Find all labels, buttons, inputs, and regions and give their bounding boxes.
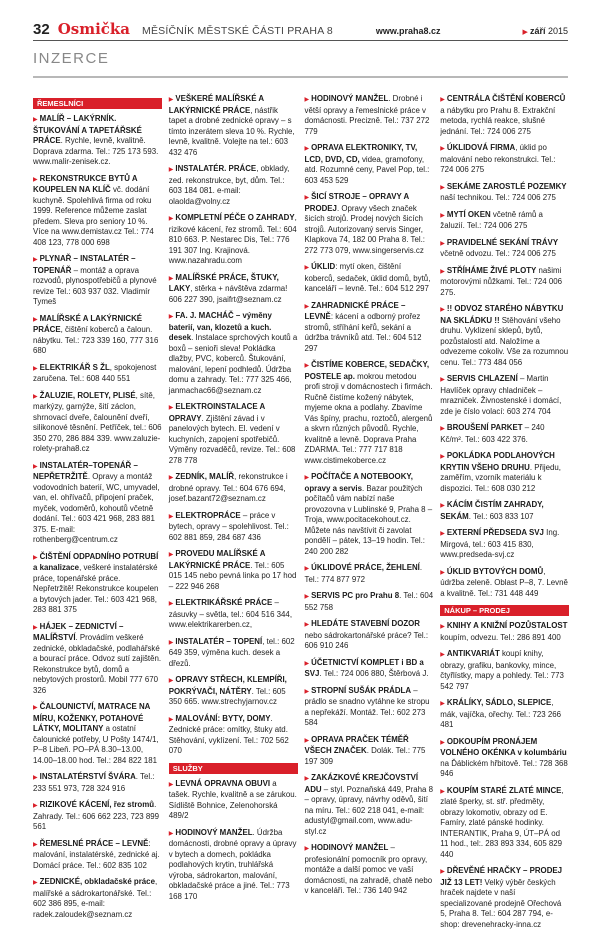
- ad-text: našimi motorovými nůžkami. Tel.: 724 006 275.: [440, 265, 563, 297]
- triangle-bullet-icon: ▶: [304, 363, 310, 369]
- ad-headline: PLYNAŘ – INSTALATÉR – TOPENÁŘ: [33, 254, 136, 275]
- classified-ad: [169, 311, 298, 396]
- ad-headline: SEKÁME ZAROSTLÉ POZEMKY: [446, 181, 567, 191]
- ad-text: . Opravy a montáž vodovodních baterií, WC, umyvadel, van, el. ohřívačů, připojení praček, myček, vodoměrů, kohoutů včetně dodání. Tel.: 603 421 968, 283 881 375. E-mail: rothenberg@centrum.cz: [33, 472, 160, 544]
- triangle-bullet-icon: ▶: [168, 216, 174, 222]
- ad-headline: HÁJEK – ZEDNICTVÍ – MALÍŘSTVÍ: [33, 621, 124, 642]
- triangle-bullet-icon: ▶: [168, 405, 174, 411]
- triangle-bullet-icon: ▶: [168, 830, 174, 837]
- ad-text: včetně odvozu. Tel.: 724 006 275: [440, 249, 556, 258]
- classified-ad: [440, 304, 569, 368]
- triangle-bullet-icon: ▶: [440, 569, 445, 576]
- classified-ad: [305, 192, 434, 256]
- ad-headline: HLEDÁTE STAVEBNÍ DOZOR: [311, 619, 420, 628]
- classified-ad: [305, 143, 434, 186]
- triangle-bullet-icon: ▶: [304, 146, 310, 152]
- classified-ad: [305, 735, 434, 768]
- ad-text: . Tel.: 724 006 880, Štěrbová J.: [319, 669, 429, 678]
- triangle-bullet-icon: ▶: [33, 365, 38, 372]
- ad-headline: REKONSTRUKCE BYTŮ A KOUPELEN NA KLÍČ: [33, 173, 138, 194]
- ad-text: a tašek. Rychle, kvalitně a se zárukou. Sídliště Bohnice, Zelenohorská 489/2: [168, 778, 297, 820]
- triangle-bullet-icon: ▶: [33, 117, 38, 123]
- triangle-bullet-icon: ▶: [440, 454, 445, 460]
- classified-ad: [33, 363, 162, 385]
- ad-headline: CENTRÁLA ČIŠTĚNÍ KOBERCŮ: [446, 94, 566, 103]
- issue-date: [523, 26, 568, 36]
- ad-text: Ing. Mirgová, tel.: 603 415 830, www.predseda-svj.cz: [440, 528, 560, 559]
- header-url[interactable]: www.praha8.cz: [375, 26, 441, 36]
- ad-text: , čištění koberců a čaloun. nábytku. Tel.: 723 339 160, 777 316 680: [33, 325, 159, 355]
- classified-ad: [33, 877, 162, 920]
- ad-headline: HODINOVÝ MANŽEL: [311, 843, 389, 852]
- ad-text: – montáž a oprava rozvodů, plynospotřebičů a plynové revize Tel.: 603 937 032. Vladimír Tymeš: [33, 265, 157, 306]
- classified-ad: [33, 391, 162, 455]
- classified-ad: [305, 262, 434, 295]
- classified-ad: [440, 737, 569, 780]
- triangle-bullet-icon: ▶: [522, 29, 528, 36]
- classified-ad: [305, 563, 434, 585]
- classified-ad: [305, 843, 434, 897]
- triangle-bullet-icon: ▶: [33, 705, 38, 711]
- ad-headline: HODINOVÝ MANŽEL: [311, 94, 389, 103]
- ad-headline: LEVNÁ OPRAVNA OBUVI: [175, 778, 271, 788]
- ad-text: – styl. Poznaňská 449, Praha 8 – opravy, úpravy, návrhy oděvů, šití na míru. Tel.: 602 218 041, e-mail: adustyl@gmail.com, www.adu-styl.cz: [304, 784, 434, 836]
- ad-headline: VEŠKERÉ MALÍŘSKÉ A LAKÝRNICKÉ PRÁCE: [168, 94, 264, 115]
- triangle-bullet-icon: ▶: [33, 463, 38, 470]
- triangle-bullet-icon: ▶: [168, 167, 174, 173]
- ad-headline: STROPNÍ SUŠÁK PRÁDLA: [311, 685, 412, 695]
- classified-ad: [33, 314, 162, 357]
- triangle-bullet-icon: ▶: [440, 788, 445, 795]
- triangle-bullet-icon: ▶: [168, 275, 174, 282]
- ad-headline: KOMPLETNÍ PÉČE O ZAHRADY: [175, 213, 295, 222]
- triangle-bullet-icon: ▶: [304, 475, 310, 481]
- classified-ad: [169, 164, 298, 207]
- classified-ad: [440, 143, 569, 176]
- classified-ad: [305, 301, 434, 355]
- classified-ad: [169, 779, 298, 822]
- ad-headline: POKLÁDKA PODLAHOVÝCH KRYTIN VŠEHO DRUHU: [440, 451, 555, 472]
- triangle-bullet-icon: ▶: [440, 184, 445, 191]
- triangle-bullet-icon: ▶: [168, 639, 174, 646]
- triangle-bullet-icon: ▶: [168, 314, 174, 320]
- triangle-bullet-icon: ▶: [168, 716, 174, 723]
- ad-headline: PROVEDU MALÍŘSKÉ A LAKÝRNICKÉ PRÁCE: [168, 549, 266, 570]
- classified-ad: [169, 828, 298, 903]
- ad-headline: RIZIKOVÉ KÁCENÍ, řez stromů: [39, 800, 155, 809]
- triangle-bullet-icon: ▶: [304, 566, 310, 572]
- ad-text: , údržba zeleně. Oblast P–8, 7. Levně a kvalitně. Tel.: 731 448 449: [440, 566, 568, 598]
- classified-ad: [440, 451, 569, 494]
- triangle-bullet-icon: ▶: [440, 240, 445, 247]
- ad-headline: ÚKLIDOVÁ FIRMA: [446, 143, 516, 152]
- ad-headline: SERVIS PC pro Prahu 8: [311, 591, 400, 600]
- ad-headline: ČALOUNICTVÍ, MATRACE NA MÍRU, KOŽENKY, POTAHOVÉ LÁTKY, MOLITANY: [33, 702, 151, 733]
- classified-ad: [33, 839, 162, 872]
- triangle-bullet-icon: ▶: [33, 393, 38, 400]
- ad-text: . Dolák. Tel.: 775 197 309: [304, 746, 426, 766]
- ad-text: nebo sádrokartonářské práce? Tel.: 606 910 246: [304, 630, 429, 650]
- ad-headline: OPRAVY STŘECH, KLEMPÍŘI, POKRÝVAČI, NÁTĚRY: [168, 675, 287, 696]
- ad-text: . Tel.: 605 350 665. www.strechyjarnov.cz: [168, 686, 286, 706]
- ad-text: , tel.: 602 649 359, výměna kuch. desek a dřezů.: [168, 636, 295, 668]
- triangle-bullet-icon: ▶: [440, 624, 445, 630]
- triangle-bullet-icon: ▶: [304, 776, 310, 782]
- ad-text: , obklady, zed. rekonstrukce, byt, dům. Tel.: 603 184 081. e-mail: olaolda@volny.cz: [168, 164, 290, 206]
- ad-headline: HODINOVÝ MANŽEL: [175, 827, 253, 837]
- ad-text: Stěhování všeho druhu. Vyklizení sklepů, bytů, pozůstalostí atd. Naložíme a odvezeme cokoliv. Vše za rozumnou cenu. Tel.: 773 484 056: [440, 315, 569, 367]
- triangle-bullet-icon: ▶: [440, 426, 445, 432]
- ad-headline: ELEKTROPRÁCE: [175, 510, 241, 520]
- classified-ad: [169, 549, 298, 592]
- ad-text: videa, gramofony, atd. Rozumné ceny, Pavel Pop, tel.: 603 453 529: [304, 154, 430, 185]
- classified-ad: [440, 528, 569, 561]
- triangle-bullet-icon: ▶: [304, 303, 310, 310]
- ad-text: . Tel.: 774 877 972: [304, 563, 423, 584]
- category-header: NÁKUP – PRODEJ: [440, 605, 569, 616]
- ad-headline: KNIHY A KNIŽNÍ POZŮSTALOST: [446, 621, 568, 630]
- triangle-bullet-icon: ▶: [304, 688, 310, 695]
- classified-ad: [305, 94, 434, 137]
- page-number: 32: [33, 21, 50, 38]
- classified-ad: [169, 637, 298, 670]
- ad-text: . Přijedu, zaměřím, vzorník materiálu k dispozici. Tel.: 608 030 212: [440, 462, 561, 493]
- ad-headline: ZAKÁZKOVÉ KREJČOVSTVÍ ADU: [304, 773, 419, 794]
- ad-text: – Martin Havlíček opravy chladniček – mrazniček. Živnostenské i domácí, zde je číslo volací: 603 274 704: [440, 374, 562, 416]
- ad-headline: ELEKTRIKÁŘ S ŽL: [39, 362, 110, 372]
- section-title: INZERCE: [33, 50, 568, 78]
- ad-headline: STŘÍHÁME ŽIVÉ PLOTY: [446, 265, 537, 275]
- triangle-bullet-icon: ▶: [168, 678, 174, 684]
- classified-ad: [440, 182, 569, 204]
- ad-text: a ostatní čalounické potřeby, U Pošty 1474/1, P–8 Libeň. PO–PÁ 8.30–13.00, 14.00–18.00 hod. Tel.: 284 822 181: [33, 724, 159, 765]
- classified-ad: [305, 773, 434, 837]
- ad-text: . Zahrady. Tel.: 606 662 223, 723 899 561: [33, 800, 160, 831]
- ad-headline: ELEKTRIKÁŘSKÉ PRÁCE: [175, 598, 273, 607]
- triangle-bullet-icon: ▶: [33, 624, 38, 631]
- ad-text: , rekonstrukce i drobné opravy. Tel.: 604 676 694, josef.bazant72@seznam.cz: [168, 472, 288, 503]
- ad-text: . Opravy všech značek šicích strojů. Prodej nových šicích strojů. Autorizovaný servis Singer, Klapkova 74, 182 00 Praha 8. Tel.: 272 773 079, www.singerservis.cz: [304, 203, 425, 255]
- triangle-bullet-icon: ▶: [304, 195, 310, 201]
- classified-ad: [33, 254, 162, 308]
- ad-text: – profesionální pomocník pro opravy, montáže a další pomoc ve vaší domácnosti, na zahradě, chatě nebo v kanceláři. Tel.: 736 140 942: [304, 843, 433, 895]
- ad-headline: ÚČETNICTVÍ KOMPLET i BD a SVJ: [304, 657, 424, 678]
- ad-text: , zlaté šperky, st. stř. předměty, obrazy lokomotiv, obrazy od E. Famíry, zlaté pánské hodinky. INTERANTIK, Praha 9, ÚT–PÁ od 11 hod., tel:. 283 893 334, 605 829 440: [440, 785, 564, 859]
- classified-ad: [440, 698, 569, 731]
- ad-text: : mytí oken, čištění koberců, sedaček, úklid domů, bytů, kanceláří – levně. Tel.: 604 512 297: [304, 262, 431, 293]
- ad-text: . Tel.: 233 551 973, 728 324 916: [33, 772, 155, 793]
- ad-headline: ŽALUZIE, ROLETY, PLISÉ: [39, 390, 136, 400]
- triangle-bullet-icon: ▶: [440, 97, 445, 103]
- classified-ad: [33, 622, 162, 697]
- classified-ad: [440, 266, 569, 299]
- category-header: ŘEMESLNÍCI: [33, 98, 162, 109]
- ad-text: a nábytku pro Prahu 8. Extrakční metoda, rychlá reakce, slušné jednání. Tel.: 724 006 275: [440, 105, 556, 136]
- triangle-bullet-icon: ▶: [440, 652, 445, 658]
- ad-text: . Zjištění závad i v panelových bytech. El. vedení v kuchyních, zapojení spotřebičů. Výměny rozvaděčů, revize. Tel.: 608 278 778: [168, 413, 296, 465]
- ad-headline: ZEDNICKÉ, obkladačské práce: [39, 877, 155, 886]
- triangle-bullet-icon: ▶: [168, 552, 174, 558]
- triangle-bullet-icon: ▶: [440, 531, 445, 537]
- ad-text: koupím, odvezu. Tel.: 286 891 400: [440, 632, 561, 642]
- ad-headline: MALÍŘ – LAKÝRNÍK. ŠTUKOVÁNÍ A TAPETÁŘSKÉ PRÁCE: [33, 114, 142, 145]
- ad-text: . Tel.: 605 015 145 nebo pevná linka po 17 hod – 222 946 268: [168, 560, 297, 591]
- classified-ad: [305, 360, 434, 466]
- ad-text: , mák, vajíčka, ořechy. Tel.: 723 266 481: [440, 698, 562, 729]
- classified-ad: [440, 500, 569, 522]
- ad-headline: OPRAVA PRAČEK TÉMĚŘ VŠECH ZNAČEK: [304, 734, 409, 755]
- ad-headline: KRÁLÍKY, SÁDLO, SLEPICE: [446, 698, 552, 707]
- triangle-bullet-icon: ▶: [168, 601, 174, 607]
- ad-text: – práce v bytech, opravy – spolehlivost. Tel.: 602 881 859, 284 687 436: [168, 510, 289, 542]
- ad-headline: BROUŠENÍ PARKET: [446, 423, 523, 432]
- triangle-bullet-icon: ▶: [168, 781, 174, 788]
- column-4: [440, 94, 569, 936]
- ad-text: . Instalace sprchových koutů a boxů – senioři sleva! Pokládka dlažby, PVC, koberců. Štukování, malování, lepení podhledů. Údržba domu a zahrady. Tel.: 777 325 466, janmachac66@seznam.cz: [168, 333, 298, 395]
- classified-ad: [169, 94, 298, 158]
- ad-headline: EXTERNÍ PŘEDSEDA SVJ: [446, 528, 544, 537]
- classified-ad: [169, 714, 298, 757]
- classified-ad: [169, 675, 298, 708]
- ad-headline: KÁCÍM ČISTÍM ZAHRADY, SEKÁM: [440, 500, 544, 521]
- ad-headline: ELEKTROINSTALACE A OPRAVY: [168, 402, 265, 423]
- triangle-bullet-icon: ▶: [440, 307, 445, 313]
- ad-text: naší technikou. Tel.: 724 006 275: [440, 193, 556, 202]
- classified-ad: [305, 686, 434, 729]
- ad-text: . Zednické práce: omítky, štuky atd. Stěhování, vyklízení. Tel.: 702 562 070: [168, 713, 289, 755]
- ad-headline: INSTALATÉR–TOPENÁŘ – NEPŘETRŽITĚ: [33, 460, 138, 481]
- classified-ad: [305, 619, 434, 652]
- ad-text: vč. dodání kuchyně. Spolehlivá firma od roku 1999. Reference můžeme zaslat předem. Sleva pro seniory 10 %. Více na www.demistav.cz Tel.: 774 408 123, 778 000 698: [33, 185, 154, 247]
- triangle-bullet-icon: ▶: [33, 803, 38, 809]
- ad-headline: !! ODVOZ STARÉHO NÁBYTKU NA SKLÁDKU !!: [440, 304, 564, 325]
- classified-ad: [169, 213, 298, 267]
- ad-text: . Bazar použitých počítačů vám nabízí naše provozovna v Lublinské 9, Praha 8 – Troja, www.pocitacekohout.cz. Můžete nás navštívit či zavolat pondělí – pátek, 13–19 hodin. Tel.: 240 200 282: [304, 483, 433, 556]
- ad-headline: MALÍŘSKÉ PRÁCE, ŠTUKY, LAKY: [168, 272, 279, 293]
- ad-headline: ČISTÍME KOBERCE, SEDAČKY, POSTELE ap.: [304, 360, 430, 381]
- ad-text: , úklid po malování nebo rekonstrukci. Tel.: 724 006 275: [440, 143, 556, 174]
- triangle-bullet-icon: ▶: [440, 146, 445, 152]
- ad-text: – zásuvky – světla, tel.: 604 516 344, www.elektrikarerben.cz,: [168, 598, 293, 629]
- ad-text: . Údržba domácnosti, drobné opravy a úpravy v bytech a domech, pokládka podlahových krytin, truhlářská výroba, sádrokarton, malování, obkladačské práce a jiné. Tel.: 773 168 170: [168, 827, 297, 901]
- ad-headline: ŠICÍ STROJE – OPRAVY A PRODEJ: [304, 192, 409, 213]
- classified-ad: [440, 866, 569, 930]
- triangle-bullet-icon: ▶: [440, 212, 445, 219]
- ad-text: – 240 Kč/m². Tel.: 603 422 376.: [440, 423, 545, 444]
- triangle-bullet-icon: ▶: [304, 594, 310, 600]
- ad-text: , stěrka + návštěva zdarma! 606 227 390, jsaifrt@seznam.cz: [168, 284, 288, 304]
- triangle-bullet-icon: ▶: [440, 503, 445, 509]
- classified-ad: [169, 511, 298, 544]
- classified-ad: [305, 658, 434, 680]
- triangle-bullet-icon: ▶: [304, 660, 310, 667]
- triangle-bullet-icon: ▶: [33, 880, 38, 886]
- classified-ad: [33, 174, 162, 249]
- classifieds-columns: [33, 94, 569, 936]
- ad-headline: ZEDNÍK, MALÍŘ: [175, 472, 235, 481]
- ad-headline: FA. J. MACHÁČ – výměny baterií, van, klozetů a kuch. desek: [168, 311, 272, 342]
- page-header: [33, 20, 568, 41]
- ad-text: . Drobné i větší opravy a řemeslnické práce v domácnosti. Precizně. Tel.: 737 272 779: [304, 94, 430, 136]
- column-1: [33, 94, 162, 936]
- triangle-bullet-icon: ▶: [440, 377, 445, 383]
- classified-ad: [440, 374, 569, 417]
- ad-headline: INSTALATÉR – TOPENÍ: [175, 636, 263, 646]
- ad-headline: DŘEVĚNÉ HRAČKY – PRODEJ JIŽ 13 LET!: [440, 866, 563, 887]
- header-subtitle: MĚSÍČNÍK MĚSTSKÉ ČÁSTI PRAHA 8: [142, 25, 333, 37]
- ad-text: : malování, instalatérské, zednické aj. Domácí práce. Tel.: 602 835 102: [33, 838, 160, 870]
- ad-text: , malířské a sádrokartonářské. Tel.: 602 386 895, e-mail: radek.zaloudek@seznam.cz: [33, 877, 158, 919]
- triangle-bullet-icon: ▶: [440, 701, 445, 707]
- ad-text: včetně rámů a žaluzií. Tel.: 724 006 275: [440, 209, 543, 230]
- ad-headline: ÚKLID: [311, 262, 336, 271]
- triangle-bullet-icon: ▶: [33, 257, 38, 263]
- triangle-bullet-icon: ▶: [440, 268, 445, 275]
- ad-text: , veškeré instalatérské práce, topenářské práce. Nepřetržitě! Rekonstrukce koupelen a bytových jader. Tel.: 603 421 968, 283 881 375: [33, 563, 159, 614]
- classified-ad: [305, 472, 434, 557]
- ad-text: mokrou metodou profi stroji v domácnostech i firmách. Ručně čistíme kožený nábytek, myjeme okna a podlahy. Zbavíme Vás špíny, prachu, roztočů, alergenů a skvrn různých původů. Rychle, kvalitně a levně. Doprava Praha ZDARMA. Tel.: 777 717 818 www.cistimekoberce.cz: [304, 371, 433, 465]
- classified-ad: [440, 238, 569, 260]
- classified-ad: [440, 649, 569, 692]
- classified-ad: [440, 210, 569, 232]
- triangle-bullet-icon: ▶: [440, 869, 445, 875]
- triangle-bullet-icon: ▶: [33, 176, 38, 183]
- triangle-bullet-icon: ▶: [440, 739, 445, 746]
- ad-headline: ŘEMESLNÉ PRÁCE – LEVNĚ: [39, 838, 149, 848]
- classified-ad: [440, 621, 569, 643]
- issue-year: 2015: [547, 26, 568, 36]
- classified-ad: [305, 591, 434, 613]
- brand-logo: Osmička: [57, 20, 131, 38]
- classified-ad: [33, 461, 162, 546]
- ad-headline: PRAVIDELNÉ SEKÁNÍ TRÁVY: [446, 237, 559, 247]
- ad-headline: MYTÍ OKEN: [446, 209, 491, 219]
- ad-text: . Tel.: 604 552 758: [304, 591, 434, 612]
- ad-text: , sítě, markýzy, garnýže, šití záclon, shrnovací dveře, čalounění dveří, silikonové těsnění. Petříček, tel.: 606 350 270, 286 884 339. www.zaluzie-rolety-praha8.cz: [33, 390, 162, 453]
- ad-headline: OPRAVA ELEKTRONIKY, TV, LCD, DVD, CD,: [304, 143, 418, 164]
- ad-text: na Ďáblickém hřbitově. Tel.: 728 368 946: [440, 758, 568, 778]
- ad-text: koupí knihy, obrazy, grafiku, bankovky, mince, čtyřlístky, mapy a pohledy. Tel.: 773 542 797: [440, 649, 564, 691]
- ad-text: , rizikové kácení, řez stromů. Tel.: 604 810 663. P. Nestarec Dis, Tel.: 776 191 307 Ing. Krajinová. www.nazahradu.com: [168, 213, 297, 265]
- classified-ad: [169, 598, 298, 631]
- classified-ad: [33, 114, 162, 168]
- triangle-bullet-icon: ▶: [304, 622, 310, 628]
- ad-headline: ZAHRADNICKÉ PRÁCE – LEVNĚ: [304, 300, 406, 321]
- ad-headline: ODKOUPÍM PRONÁJEM VOLNÉHO OKÉNKA v kolumbáriu: [440, 736, 567, 757]
- column-3: [305, 94, 434, 936]
- triangle-bullet-icon: ▶: [304, 737, 310, 744]
- classified-ad: [440, 94, 569, 137]
- ad-headline: MALÍŘSKÉ A LAKÝRNICKÉ PRÁCE: [33, 313, 143, 334]
- column-2: [169, 94, 298, 936]
- ad-headline: ČIŠTĚNÍ ODPADNÍHO POTRUBÍ a kanalizace: [33, 551, 159, 572]
- triangle-bullet-icon: ▶: [168, 475, 174, 481]
- ad-headline: INSTALATÉRSTVÍ ŠVÁRA: [39, 772, 136, 781]
- triangle-bullet-icon: ▶: [168, 97, 174, 103]
- triangle-bullet-icon: ▶: [33, 841, 38, 848]
- ad-text: Velký výběr českých hraček najdete v naší specializované prodejně Ořechová 5, Praha 8. Tel.: 604 287 794, e-shop: drevenehracky-inna.cz: [440, 877, 562, 929]
- classified-ad: [33, 800, 162, 833]
- issue-month: září: [529, 26, 546, 36]
- ad-headline: ÚKLIDOVÉ PRÁCE, ŽEHLENÍ: [311, 563, 420, 572]
- ad-headline: INSTALATÉR. PRÁCE: [175, 164, 257, 173]
- ad-headline: KOUPÍM STARÉ ZLATÉ MINCE: [446, 785, 562, 795]
- classified-ad: [169, 402, 298, 466]
- classified-ad: [33, 702, 162, 766]
- triangle-bullet-icon: ▶: [304, 846, 310, 852]
- triangle-bullet-icon: ▶: [304, 97, 310, 103]
- classified-ad: [33, 552, 162, 616]
- classified-ad: [440, 423, 569, 445]
- triangle-bullet-icon: ▶: [33, 316, 38, 323]
- ad-text: , spokojenost zaručena. Tel.: 608 440 551: [33, 362, 157, 383]
- ad-headline: SERVIS CHLAZENÍ: [446, 374, 518, 383]
- ad-headline: ÚKLID BYTOVÝCH DOMŮ: [446, 566, 544, 576]
- triangle-bullet-icon: ▶: [168, 513, 174, 520]
- classified-ad: [440, 567, 569, 600]
- ad-text: . Provádím veškeré zednické, obkladačské, podlahářské a bourací práce. Odvoz sutí zajištěn. Rekonstrukce bytů, domů a nebytových prostorů. Mobil 777 670 326: [33, 633, 162, 695]
- triangle-bullet-icon: ▶: [33, 775, 38, 781]
- classified-ad: [169, 472, 298, 505]
- ad-text: : kácení a odborný prořez stromů, stříhání keřů, sekání a údržba trávníků atd. Tel.: 604 512 297: [304, 312, 422, 353]
- ad-text: , nástřik tapet a drobné zednické opravy – s tímto inzerátem sleva 10 %. Rychle, levně, kvalitně. Volejte na tel.: 603 432 476: [168, 105, 295, 157]
- classified-ad: [169, 273, 298, 306]
- ad-text: . Tel.: 603 833 107: [468, 511, 534, 521]
- triangle-bullet-icon: ▶: [304, 265, 310, 271]
- ad-text: . Rychle, levně, kvalitně. Doprava zdarma. Tel.: 725 173 593. www.malir-zenisek.cz.: [33, 136, 159, 166]
- ad-text: – prádlo se snadno vytáhne ke stropu a nepřekáží. Montáž. Tel.: 602 273 584: [304, 685, 430, 727]
- ad-headline: MALOVÁNÍ: BYTY, DOMY: [175, 713, 271, 723]
- classified-ad: [33, 772, 162, 794]
- ad-headline: ANTIKVARIÁT: [446, 649, 500, 658]
- category-header: SLUŽBY: [169, 763, 298, 774]
- ad-headline: POČÍTAČE A NOTEBOOKY, opravy a servis: [304, 472, 413, 493]
- triangle-bullet-icon: ▶: [33, 554, 38, 561]
